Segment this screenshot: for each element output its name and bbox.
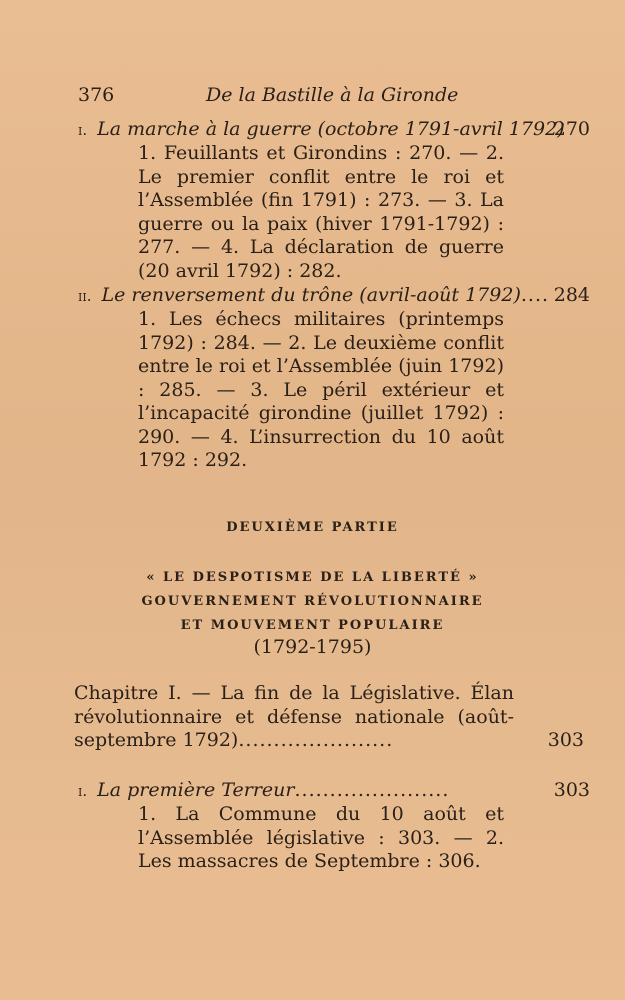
section-title: La première Terreur [97,779,295,801]
toc-entry [78,118,590,283]
section-numeral: i. [78,121,88,139]
section-numeral: i. [78,782,88,800]
section-title: La marche à la guerre (octobre 1791-avril 1792) [97,118,565,140]
part-title-line-3: ET MOUVEMENT POPULAIRE [180,618,445,633]
chapter-heading [74,682,584,753]
section-page: 284 [553,284,590,306]
part-dates: (1792-1795) [253,636,372,658]
section-title: Le renversement du trône (avril-août 1792) [101,284,521,306]
toc-entry-title-line [78,118,590,142]
toc-entry [78,284,590,473]
dot-leader: .... [520,284,550,306]
part-title-line-2: GOUVERNEMENT RÉVOLUTIONNAIRE [141,594,484,609]
page-header [78,84,584,110]
section-numeral: ii. [78,287,92,305]
toc-entry-title-line [78,284,590,308]
section-page: 303 [553,779,590,801]
section-contents: 1. Les échecs militaires (printemps 1792) : 284. — 2. Le deuxième conflit entre le roi et l’Assemblée (juin 1792) : 285. — 3. Le péril extérieur et l’incapacité girondine (juillet 1792) : 290. — 4. L’insurrection du 10 août 1792 : 292. [138,308,504,471]
toc-entry [78,779,590,874]
page-number: 376 [78,84,115,106]
toc-entry-title-line [78,779,590,803]
part-title-line-1: « LE DESPOTISME DE LA LIBERTÉ » [146,570,479,585]
chapter-title: Chapitre I. — La fin de la Législative. Élan révolutionnaire et défense nationale (août-septembre 1792) [74,682,514,751]
section-contents: 1. La Commune du 10 août et l’Assemblée législative : 303. — 2. Les massacres de Septembre : 306. [138,803,504,872]
section-contents: 1. Feuillants et Girondins : 270. — 2. Le premier conflit entre le roi et l’Assemblée (fin 1791) : 273. — 3. La guerre ou la paix (hiver 1791-1792) : 277. — 4. La déclaration de guerre (20 avril 1792) : 282. [138,142,504,282]
dot-leader: ...................... [238,729,394,751]
running-title: De la Bastille à la Gironde [206,84,459,106]
part-label: DEUXIÈME PARTIE [226,520,399,535]
chapter-entry [74,682,584,753]
chapter-page: 303 [547,729,584,751]
section-page: 270 [553,118,590,140]
dot-leader: ...................... [294,779,450,801]
